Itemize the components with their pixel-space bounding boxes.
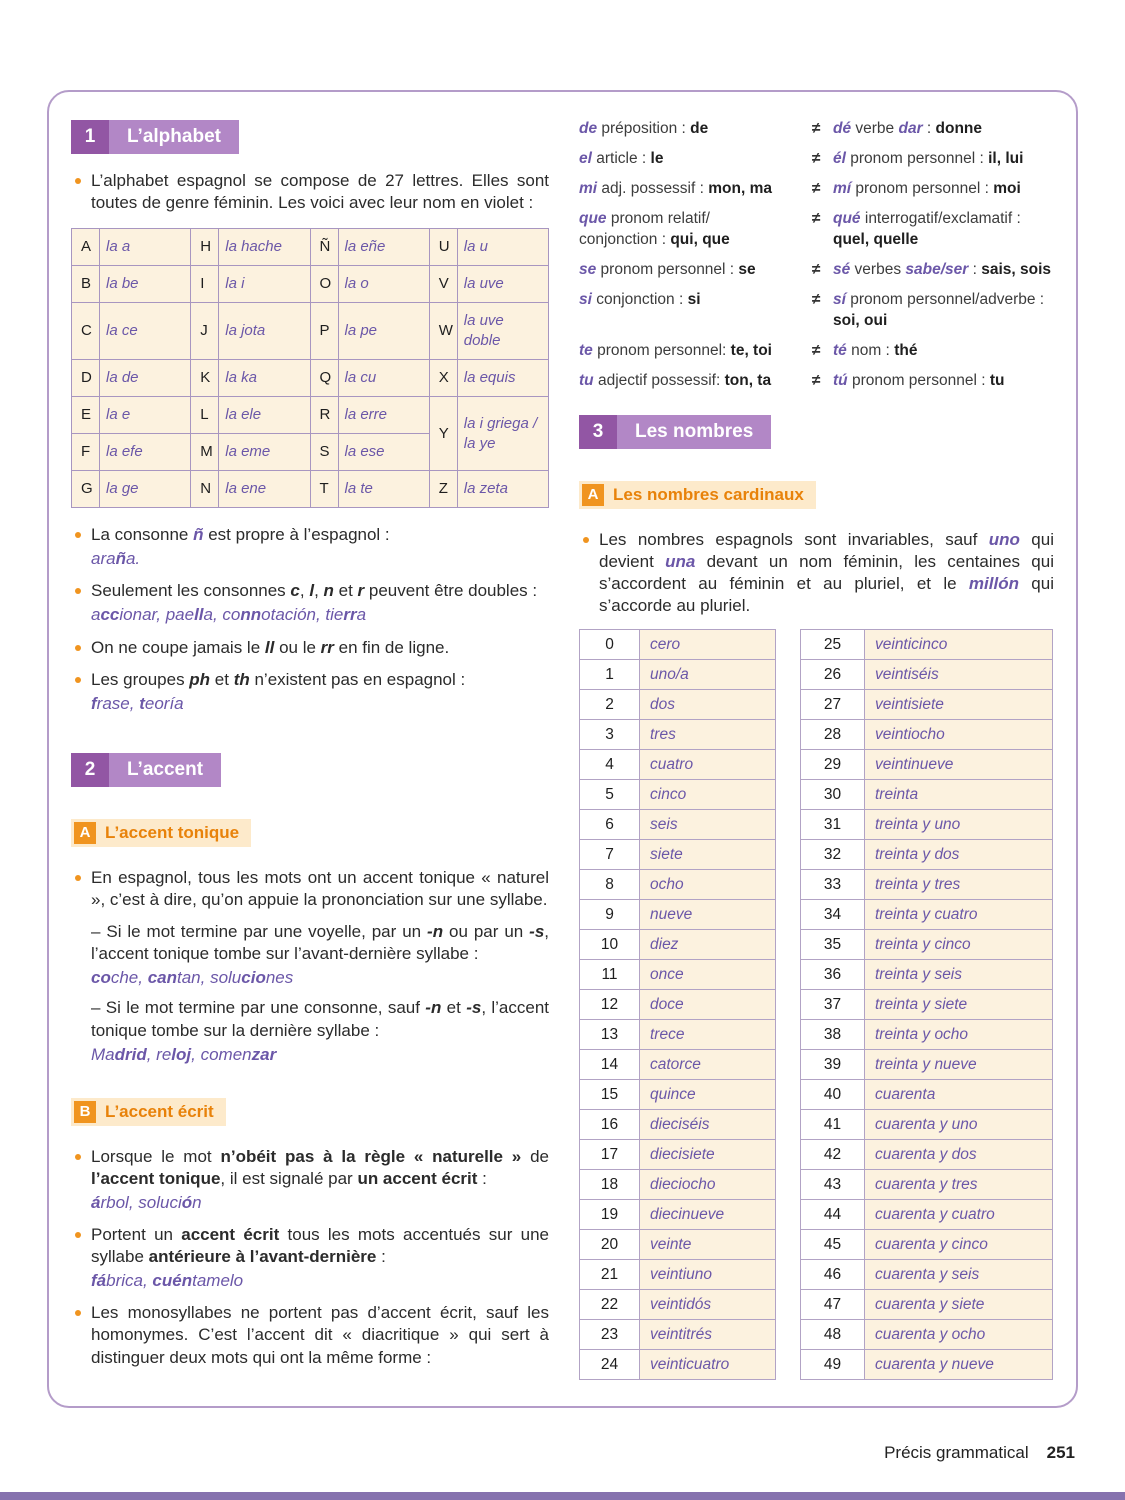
number-name-cell: cuarenta y seis <box>865 1260 1053 1290</box>
number-cell: 15 <box>580 1080 640 1110</box>
number-name-cell: siete <box>640 840 776 870</box>
number-cell: 49 <box>801 1350 865 1380</box>
example-text: Madrid, reloj, comenzar <box>91 1044 277 1064</box>
section-header-nombres <box>579 415 771 449</box>
item-text: – Si le mot termine par une consonne, sauf -n et -s, l’accent tonique tombe sur la dernière syllabe : <box>91 998 550 1040</box>
alphabet-name-cell: la ge <box>100 471 191 508</box>
number-row <box>580 750 776 780</box>
not-equal-symbol: ≠ <box>811 261 821 278</box>
left-column <box>71 116 549 1380</box>
alphabet-letter-cell: B <box>72 266 100 303</box>
number-name-cell: doce <box>640 990 776 1020</box>
alphabet-letter-cell: M <box>191 434 219 471</box>
number-cell: 27 <box>801 690 865 720</box>
number-name-cell: cuarenta y dos <box>865 1140 1053 1170</box>
number-row <box>580 900 776 930</box>
alphabet-letter-cell: E <box>72 397 100 434</box>
number-row <box>580 720 776 750</box>
alphabet-name-cell: la de <box>100 360 191 397</box>
item-text: On ne coupe jamais le ll ou le rr en fin de ligne. <box>91 637 450 657</box>
number-row <box>801 1290 1053 1320</box>
subsection-accent-ecrit <box>71 1098 226 1126</box>
number-row <box>801 660 1053 690</box>
number-name-cell: catorce <box>640 1050 776 1080</box>
number-row <box>580 960 776 990</box>
homonym-list <box>579 118 1054 391</box>
number-row <box>801 750 1053 780</box>
bullet-item <box>71 637 549 659</box>
alphabet-name-cell: la be <box>100 266 191 303</box>
number-name-cell: treinta y cuatro <box>865 900 1053 930</box>
number-name-cell: veintiséis <box>865 660 1053 690</box>
number-cell: 2 <box>580 690 640 720</box>
alphabet-letter-cell: X <box>429 360 457 397</box>
alphabet-row <box>72 266 549 303</box>
homonym-right: tú pronom personnel : tu <box>833 372 1005 389</box>
number-row <box>580 1260 776 1290</box>
number-name-cell: seis <box>640 810 776 840</box>
number-name-cell: ocho <box>640 870 776 900</box>
number-cell: 45 <box>801 1230 865 1260</box>
alphabet-name-cell: la e <box>100 397 191 434</box>
alphabet-letter-cell: J <box>191 303 219 360</box>
alphabet-name-cell: la eme <box>219 434 310 471</box>
bullet-item <box>71 867 549 911</box>
number-name-cell: veintitrés <box>640 1320 776 1350</box>
number-name-cell: treinta y cinco <box>865 930 1053 960</box>
number-cell: 29 <box>801 750 865 780</box>
alphabet-letter-cell: I <box>191 266 219 303</box>
number-cell: 7 <box>580 840 640 870</box>
alphabet-row <box>72 471 549 508</box>
homonym-right: qué interrogatif/exclamatif : quel, quelle <box>833 210 1021 248</box>
alphabet-letter-cell: F <box>72 434 100 471</box>
number-row <box>580 810 776 840</box>
number-row <box>801 930 1053 960</box>
item-text: La consonne ñ est propre à l’espagnol : <box>91 525 390 545</box>
number-cell: 43 <box>801 1170 865 1200</box>
homonym-left: que pronom relatif/ conjonction : qui, que <box>579 210 730 248</box>
number-cell: 18 <box>580 1170 640 1200</box>
number-row <box>801 1200 1053 1230</box>
alphabet-letter-cell: O <box>310 266 338 303</box>
number-cell: 21 <box>580 1260 640 1290</box>
alphabet-letter-cell: Z <box>429 471 457 508</box>
not-equal-symbol: ≠ <box>811 291 821 308</box>
homonym-right: mí pronom personnel : moi <box>833 180 1021 197</box>
subsection-title: L’accent tonique <box>105 822 240 842</box>
number-cell: 42 <box>801 1140 865 1170</box>
section-header-accent <box>71 753 221 787</box>
number-cell: 40 <box>801 1080 865 1110</box>
alphabet-letter-cell: P <box>310 303 338 360</box>
subsection-letter-badge: A <box>582 484 604 506</box>
alphabet-letter-cell: A <box>72 229 100 266</box>
number-name-cell: cuatro <box>640 750 776 780</box>
number-name-cell: veintinueve <box>865 750 1053 780</box>
alphabet-table <box>71 228 549 508</box>
example-text: árbol, solución <box>91 1192 202 1212</box>
number-name-cell: cero <box>640 630 776 660</box>
alphabet-name-cell: la ene <box>219 471 310 508</box>
number-cell: 3 <box>580 720 640 750</box>
number-row <box>580 870 776 900</box>
number-cell: 35 <box>801 930 865 960</box>
number-cell: 30 <box>801 780 865 810</box>
number-name-cell: veinte <box>640 1230 776 1260</box>
footer-label: Précis grammatical <box>884 1443 1029 1462</box>
number-name-cell: veintidós <box>640 1290 776 1320</box>
alphabet-letter-cell: C <box>72 303 100 360</box>
not-equal-symbol: ≠ <box>811 150 821 167</box>
number-row <box>801 1350 1053 1380</box>
number-name-cell: diez <box>640 930 776 960</box>
number-row <box>580 1050 776 1080</box>
number-row <box>801 1230 1053 1260</box>
number-name-cell: nueve <box>640 900 776 930</box>
number-cell: 9 <box>580 900 640 930</box>
alphabet-intro-text: L’alphabet espagnol se compose de 27 lettres. Elles sont toutes de genre féminin. Les voici avec leur nom en violet : <box>91 171 549 213</box>
number-row <box>580 1320 776 1350</box>
number-row <box>801 840 1053 870</box>
number-row <box>801 1110 1053 1140</box>
number-cell: 5 <box>580 780 640 810</box>
number-row <box>580 1350 776 1380</box>
number-row <box>801 1260 1053 1290</box>
accent-ecrit-items <box>71 1146 549 1369</box>
number-name-cell: treinta y dos <box>865 840 1053 870</box>
number-row <box>801 1020 1053 1050</box>
number-cell: 32 <box>801 840 865 870</box>
alphabet-name-cell: la i <box>219 266 310 303</box>
section-title: L’alphabet <box>109 120 239 154</box>
number-name-cell: treinta y siete <box>865 990 1053 1020</box>
number-cell: 11 <box>580 960 640 990</box>
number-row <box>580 930 776 960</box>
number-row <box>580 1110 776 1140</box>
section-number-badge: 3 <box>579 415 617 449</box>
alphabet-letter-cell: L <box>191 397 219 434</box>
number-name-cell: cuarenta y uno <box>865 1110 1053 1140</box>
dash-item <box>71 921 549 989</box>
number-row <box>801 990 1053 1020</box>
number-cell: 22 <box>580 1290 640 1320</box>
alphabet-name-cell: la cu <box>338 360 429 397</box>
alphabet-letter-cell: G <box>72 471 100 508</box>
number-cell: 23 <box>580 1320 640 1350</box>
number-cell: 47 <box>801 1290 865 1320</box>
subsection-nombres-cardinaux <box>579 481 816 509</box>
homonym-right: sé verbes sabe/ser : sais, sois <box>833 261 1052 278</box>
number-name-cell: veintiocho <box>865 720 1053 750</box>
number-row <box>580 1290 776 1320</box>
section-number-badge: 2 <box>71 753 109 787</box>
bullet-item <box>71 524 549 570</box>
not-equal-symbol: ≠ <box>811 342 821 359</box>
number-cell: 24 <box>580 1350 640 1380</box>
number-cell: 17 <box>580 1140 640 1170</box>
alphabet-name-cell: la equis <box>457 360 548 397</box>
number-row <box>580 1170 776 1200</box>
number-name-cell: dieciocho <box>640 1170 776 1200</box>
item-text: En espagnol, tous les mots ont un accent tonique « naturel », c’est à dire, qu’on appuie la prononciation sur une syllabe. <box>91 867 549 910</box>
alphabet-name-cell: la pe <box>338 303 429 360</box>
bullet-item <box>71 580 549 626</box>
not-equal-symbol: ≠ <box>811 372 821 389</box>
nombres-intro <box>579 529 1054 617</box>
homonym-right: té nom : thé <box>833 342 918 359</box>
example-text: frase, teoría <box>91 693 184 713</box>
not-equal-symbol: ≠ <box>811 120 821 137</box>
bottom-bar <box>0 1492 1125 1500</box>
number-name-cell: veinticinco <box>865 630 1053 660</box>
homonym-left: tu adjectif possessif: ton, ta <box>579 372 772 389</box>
number-row <box>801 1170 1053 1200</box>
number-cell: 25 <box>801 630 865 660</box>
number-row <box>801 1050 1053 1080</box>
alphabet-name-cell: la te <box>338 471 429 508</box>
number-row <box>580 840 776 870</box>
number-cell: 14 <box>580 1050 640 1080</box>
homonym-left: te pronom personnel: te, toi <box>579 342 772 359</box>
homonym-left: si conjonction : si <box>579 291 701 308</box>
example-text: fábrica, cuéntamelo <box>91 1271 244 1291</box>
number-cell: 48 <box>801 1320 865 1350</box>
number-cell: 26 <box>801 660 865 690</box>
number-row <box>801 780 1053 810</box>
alphabet-letter-cell: R <box>310 397 338 434</box>
alphabet-name-cell: la eñe <box>338 229 429 266</box>
subsection-accent-tonique <box>71 819 251 847</box>
number-row <box>801 690 1053 720</box>
number-cell: 28 <box>801 720 865 750</box>
content-frame <box>47 90 1078 1408</box>
number-row <box>580 1140 776 1170</box>
number-row <box>580 660 776 690</box>
bullet-item <box>71 1302 549 1368</box>
homonym-left: se pronom personnel : se <box>579 261 756 278</box>
bullet-item <box>71 1224 549 1292</box>
alphabet-intro <box>71 170 549 214</box>
not-equal-symbol: ≠ <box>811 180 821 197</box>
number-cell: 0 <box>580 630 640 660</box>
alphabet-row <box>72 303 549 360</box>
alphabet-name-cell: la i griega / la ye <box>457 397 548 471</box>
number-name-cell: treinta <box>865 780 1053 810</box>
number-row <box>580 630 776 660</box>
number-cell: 31 <box>801 810 865 840</box>
alphabet-letter-cell: V <box>429 266 457 303</box>
alphabet-letter-cell: U <box>429 229 457 266</box>
number-name-cell: cinco <box>640 780 776 810</box>
homonym-left: el article : le <box>579 150 664 167</box>
number-row <box>801 1140 1053 1170</box>
alphabet-name-cell: la ka <box>219 360 310 397</box>
number-row <box>580 1080 776 1110</box>
alphabet-row <box>72 229 549 266</box>
subsection-title: Les nombres cardinaux <box>613 485 804 504</box>
bullet-item <box>71 1146 549 1214</box>
number-name-cell: uno/a <box>640 660 776 690</box>
number-name-cell: cuarenta y cinco <box>865 1230 1053 1260</box>
item-text: Lorsque le mot n’obéit pas à la règle « naturelle » de l’accent tonique, il est signalé par un accent écrit : <box>91 1146 549 1188</box>
number-name-cell: cuarenta y cuatro <box>865 1200 1053 1230</box>
alphabet-name-cell: la uve doble <box>457 303 548 360</box>
homonym-left: de préposition : de <box>579 120 709 137</box>
alphabet-name-cell: la a <box>100 229 191 266</box>
number-name-cell: cuarenta y tres <box>865 1170 1053 1200</box>
alphabet-name-cell: la zeta <box>457 471 548 508</box>
alphabet-letter-cell: H <box>191 229 219 266</box>
alphabet-name-cell: la o <box>338 266 429 303</box>
alphabet-name-cell: la hache <box>219 229 310 266</box>
alphabet-name-cell: la u <box>457 229 548 266</box>
item-text: Seulement les consonnes c, l, n et r peuvent être doubles : <box>91 581 538 601</box>
alphabet-letter-cell: Q <box>310 360 338 397</box>
number-cell: 1 <box>580 660 640 690</box>
page-number: 251 <box>1046 1443 1075 1462</box>
section-title: Les nombres <box>617 415 771 449</box>
number-row <box>801 810 1053 840</box>
number-tables <box>579 629 1054 1380</box>
accent-tonique-items <box>71 867 549 1066</box>
number-cell: 16 <box>580 1110 640 1140</box>
number-cell: 36 <box>801 960 865 990</box>
alphabet-letter-cell: N <box>191 471 219 508</box>
alphabet-name-cell: la ce <box>100 303 191 360</box>
alphabet-letter-cell: Ñ <box>310 229 338 266</box>
number-cell: 8 <box>580 870 640 900</box>
number-name-cell: cuarenta <box>865 1080 1053 1110</box>
number-row <box>801 1080 1053 1110</box>
number-cell: 46 <box>801 1260 865 1290</box>
example-text: coche, cantan, soluciones <box>91 968 294 988</box>
number-cell: 37 <box>801 990 865 1020</box>
number-row <box>801 720 1053 750</box>
number-cell: 41 <box>801 1110 865 1140</box>
homonym-left: mi adj. possessif : mon, ma <box>579 180 772 197</box>
alphabet-name-cell: la uve <box>457 266 548 303</box>
number-name-cell: dos <box>640 690 776 720</box>
columns <box>49 92 1076 1380</box>
number-name-cell: diecinueve <box>640 1200 776 1230</box>
number-cell: 13 <box>580 1020 640 1050</box>
subsection-letter-badge: A <box>74 822 96 844</box>
number-row <box>801 900 1053 930</box>
right-column <box>579 116 1054 1380</box>
section-header-alphabet <box>71 120 239 154</box>
alphabet-name-cell: la ese <box>338 434 429 471</box>
item-text: Les monosyllabes ne portent pas d’accent écrit, sauf les homonymes. C’est l’accent dit « diacritique » qui sert à distinguer deux mots qui ont la même forme : <box>91 1303 549 1367</box>
not-equal-symbol: ≠ <box>811 210 821 227</box>
numbers-table-25-49 <box>800 629 1053 1380</box>
number-name-cell: treinta y seis <box>865 960 1053 990</box>
number-cell: 10 <box>580 930 640 960</box>
homonym-right: él pronom personnel : il, lui <box>833 150 1024 167</box>
number-name-cell: veinticuatro <box>640 1350 776 1380</box>
number-row <box>801 630 1053 660</box>
homonym-right: sí pronom personnel/adverbe : soi, oui <box>833 291 1045 329</box>
number-cell: 39 <box>801 1050 865 1080</box>
example-text: accionar, paella, connotación, tierra <box>91 605 367 625</box>
alphabet-letter-cell: T <box>310 471 338 508</box>
item-text: Portent un accent écrit tous les mots accentués sur une syllabe antérieure à l’avant-dernière : <box>91 1225 549 1267</box>
alphabet-name-cell: la ele <box>219 397 310 434</box>
number-cell: 19 <box>580 1200 640 1230</box>
number-cell: 20 <box>580 1230 640 1260</box>
number-name-cell: quince <box>640 1080 776 1110</box>
example-text: araña. <box>91 549 141 569</box>
number-name-cell: veintisiete <box>865 690 1053 720</box>
alphabet-letter-cell: S <box>310 434 338 471</box>
number-name-cell: cuarenta y ocho <box>865 1320 1053 1350</box>
alphabet-name-cell: la efe <box>100 434 191 471</box>
number-row <box>580 1200 776 1230</box>
number-name-cell: treinta y tres <box>865 870 1053 900</box>
homonym-right: dé verbe dar : donne <box>833 120 983 137</box>
dash-item <box>71 997 549 1065</box>
number-name-cell: dieciséis <box>640 1110 776 1140</box>
number-name-cell: tres <box>640 720 776 750</box>
section-number-badge: 1 <box>71 120 109 154</box>
number-row <box>580 690 776 720</box>
number-name-cell: veintiuno <box>640 1260 776 1290</box>
number-name-cell: treinta y uno <box>865 810 1053 840</box>
footer <box>884 1442 1075 1464</box>
subsection-letter-badge: B <box>74 1101 96 1123</box>
number-name-cell: cuarenta y siete <box>865 1290 1053 1320</box>
number-cell: 38 <box>801 1020 865 1050</box>
number-name-cell: treinta y ocho <box>865 1020 1053 1050</box>
subsection-title: L’accent écrit <box>105 1101 214 1121</box>
number-cell: 44 <box>801 1200 865 1230</box>
alphabet-row <box>72 360 549 397</box>
numbers-table-0-24 <box>579 629 776 1380</box>
number-cell: 4 <box>580 750 640 780</box>
alphabet-letter-cell: W <box>429 303 457 360</box>
alphabet-letter-cell: Y <box>429 397 457 471</box>
number-row <box>580 1020 776 1050</box>
number-cell: 34 <box>801 900 865 930</box>
alphabet-name-cell: la erre <box>338 397 429 434</box>
nombres-intro-text: Les nombres espagnols sont invariables, sauf uno qui devient una devant un nom féminin, les centaines qui s’accordent au féminin et au pluriel, et le millón qui s’accorde au pluriel. <box>599 530 1054 616</box>
number-cell: 12 <box>580 990 640 1020</box>
alphabet-notes <box>71 524 549 715</box>
alphabet-letter-cell: K <box>191 360 219 397</box>
number-row <box>801 1320 1053 1350</box>
alphabet-row <box>72 397 549 434</box>
number-row <box>580 990 776 1020</box>
number-row <box>801 960 1053 990</box>
number-row <box>801 870 1053 900</box>
alphabet-letter-cell: D <box>72 360 100 397</box>
number-name-cell: treinta y nueve <box>865 1050 1053 1080</box>
item-text: – Si le mot termine par une voyelle, par un -n ou par un -s, l’accent tonique tombe sur l’avant-dernière syllabe : <box>91 922 550 964</box>
number-row <box>580 1230 776 1260</box>
alphabet-name-cell: la jota <box>219 303 310 360</box>
section-title: L’accent <box>109 753 221 787</box>
bullet-item <box>71 669 549 715</box>
number-cell: 6 <box>580 810 640 840</box>
number-name-cell: trece <box>640 1020 776 1050</box>
number-name-cell: cuarenta y nueve <box>865 1350 1053 1380</box>
number-name-cell: once <box>640 960 776 990</box>
number-name-cell: diecisiete <box>640 1140 776 1170</box>
number-cell: 33 <box>801 870 865 900</box>
number-row <box>580 780 776 810</box>
item-text: Les groupes ph et th n’existent pas en espagnol : <box>91 669 466 689</box>
